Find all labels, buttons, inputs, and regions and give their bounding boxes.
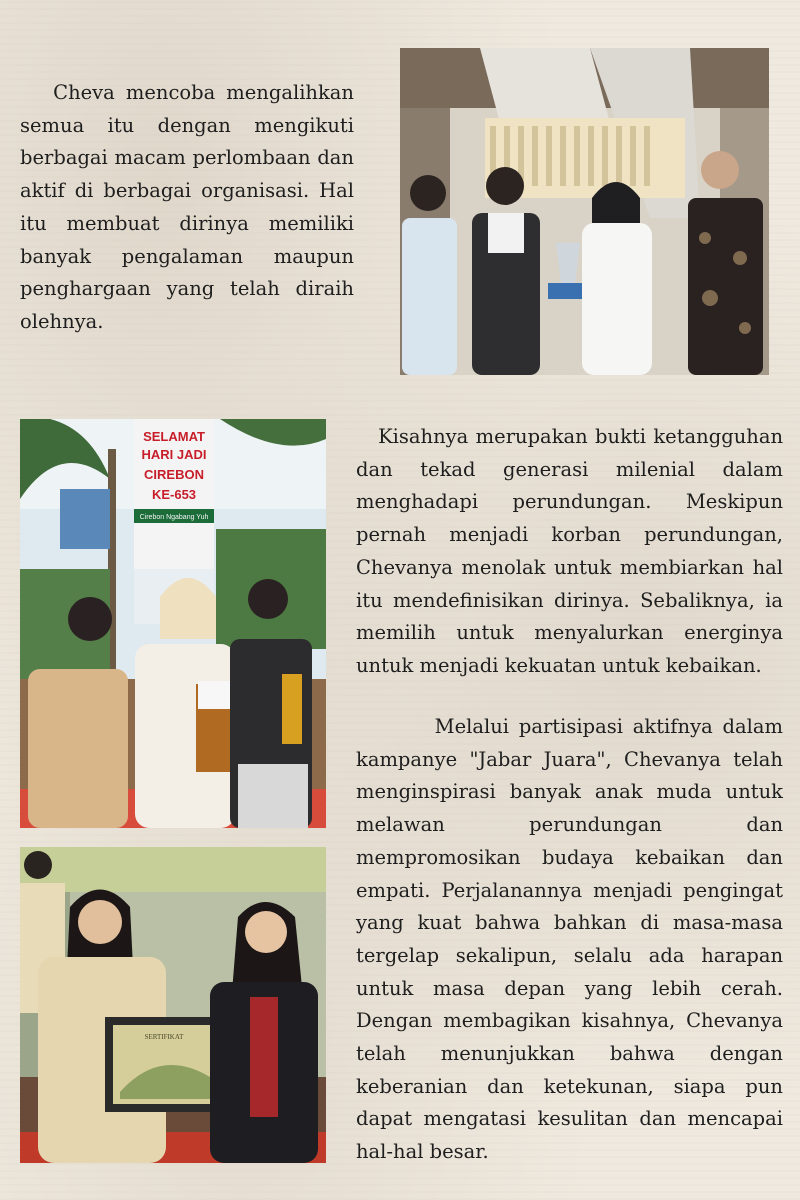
intro-paragraph: Cheva mencoba mengalihkan semua itu dengan mengikuti berbagai macam perlombaan dan aktif di berbagai organisasi. Hal itu membuat dirinya memiliki banyak pengalaman maupun penghargaan yang telah diraih olehnya. (20, 81, 354, 333)
cirebon-anniversary-photo (20, 419, 326, 828)
banner-line-3: CIREBON (144, 467, 204, 482)
certificate-title: SERTIFIKAT (144, 1033, 184, 1041)
banner-tagline: Cirebon Ngabang Yuh (139, 514, 209, 521)
resilience-paragraph: Kisahnya merupakan bukti ketangguhan dan tekad generasi milenial dalam menghadapi perundungan. Meskipun pernah menjadi korban perundungan, Chevanya menolak untuk membiarkan hal itu mendefinisikan dirinya. Sebaliknya, ia memilih untuk menyalurkan energinya untuk menjadi kekuatan untuk kebaikan. (356, 425, 783, 677)
group-trophy-photo (400, 48, 769, 375)
banner-line-2: HARI JADI (141, 447, 207, 462)
banner-line-4: KE-653 (151, 487, 197, 502)
banner-line-1: SELAMAT (143, 429, 205, 444)
certificate-award-photo (20, 847, 326, 1163)
campaign-paragraph: Melalui partisipasi aktifnya dalam kampanye "Jabar Juara", Chevanya telah menginspirasi banyak anak muda untuk melawan perundungan dan mempromosikan budaya kebaikan dan empati. Perjalanannya menjadi pengingat yang kuat bahwa bahkan di masa-masa tergelap sekalipun, selalu ada harapan untuk masa depan yang lebih cerah. Dengan membagikan kisahnya, Chevanya telah menunjukkan bahwa dengan keberanian dan ketekunan, siapa pun dapat mengatasi kesulitan dan mencapai hal-hal besar. (356, 715, 783, 1164)
